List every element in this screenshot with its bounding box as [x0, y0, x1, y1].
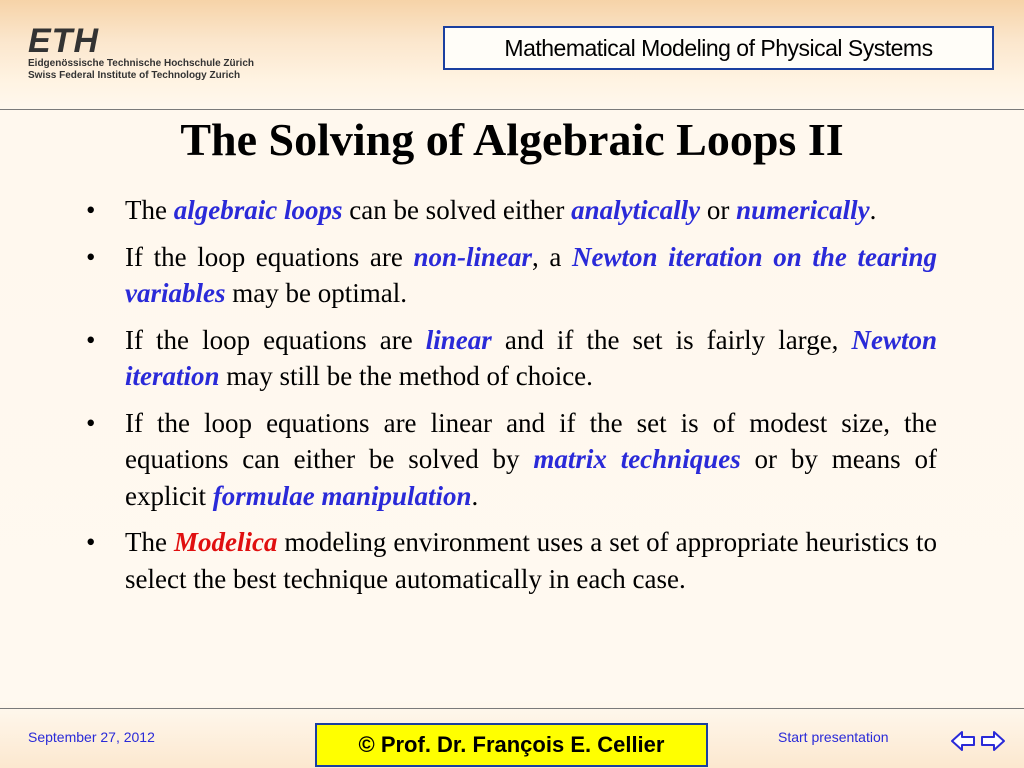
bullet-3-text-2: and if the set is fairly large,	[491, 324, 852, 355]
eth-logo-mark: ETH	[28, 22, 99, 60]
bullet-2-text-2: , a	[532, 241, 572, 272]
bullet-1-text-3: or	[700, 195, 737, 225]
bullet-marker: •	[86, 324, 96, 355]
footer-date: September 27, 2012	[28, 729, 155, 745]
bullet-1-emphasis-2: analytically	[571, 195, 701, 225]
bullet-3-text-1: If the loop equations are	[125, 324, 426, 355]
bullet-4-text-2: or by means of explicit	[125, 444, 937, 511]
arrow-left-icon[interactable]	[950, 728, 976, 754]
bullet-marker: •	[86, 241, 96, 272]
bullet-2-text-3: may be optimal.	[225, 278, 407, 308]
bullet-1-emphasis-1: algebraic loops	[173, 195, 343, 225]
bullet-item-1	[86, 192, 937, 229]
start-presentation-link[interactable]: Start presentation	[778, 729, 889, 745]
bullet-list	[86, 192, 937, 607]
copyright-text: © Prof. Dr. François E. Cellier	[358, 732, 665, 757]
bullet-4-text-3: .	[471, 480, 479, 511]
bullet-2-emphasis-1: non-linear	[413, 241, 533, 272]
top-divider	[0, 109, 1024, 110]
bullet-1-text-1: The	[125, 195, 174, 225]
navigation-arrows	[950, 728, 1006, 754]
bullet-item-3	[86, 322, 937, 395]
bullet-5-text-2: modeling environment uses a set of appropriate heuristics to select the best technique automatically in each case.	[125, 527, 937, 594]
bullet-item-4	[86, 405, 937, 515]
bullet-4-emphasis-2: formulae manipulation	[212, 480, 472, 511]
eth-logo-line-2: Swiss Federal Institute of Technology Zurich	[28, 70, 241, 81]
course-title: Mathematical Modeling of Physical Systems	[504, 34, 933, 61]
eth-logo-line-1: Eidgenössische Technische Hochschule Zürich	[28, 58, 254, 69]
course-title-box	[443, 26, 994, 70]
bullet-2-emphasis-2: Newton iteration on the tearing variables	[125, 241, 938, 308]
bullet-3-text-3: may still be the method of choice.	[219, 361, 593, 391]
bullet-1-text-4: .	[869, 195, 877, 225]
bullet-5-text-1: The	[125, 527, 174, 557]
eth-logo	[28, 24, 254, 82]
bottom-divider	[0, 708, 1024, 709]
bullet-3-emphasis-1: linear	[425, 324, 492, 355]
bullet-3-emphasis-2: Newton iteration	[125, 324, 938, 391]
slide-title: The Solving of Algebraic Loops II	[180, 114, 844, 165]
bullet-4-text-1: If the loop equations are linear and if the set is of modest size, the equations can either be solved by	[125, 407, 937, 474]
arrow-right-icon[interactable]	[980, 728, 1006, 754]
bullet-4-emphasis-1: matrix techniques	[533, 444, 741, 474]
bullet-marker: •	[86, 195, 96, 225]
bullet-1-emphasis-3: numerically	[736, 195, 870, 225]
bullet-2-text-1: If the loop equations are	[125, 241, 414, 272]
bullet-item-5	[86, 524, 937, 597]
bullet-1-text-2: can be solved either	[342, 195, 572, 225]
bullet-item-2	[86, 239, 937, 312]
bullet-marker: •	[86, 407, 96, 438]
bullet-5-emphasis-1: Modelica	[173, 527, 278, 557]
copyright-box	[315, 723, 708, 767]
bullet-marker: •	[86, 527, 96, 557]
